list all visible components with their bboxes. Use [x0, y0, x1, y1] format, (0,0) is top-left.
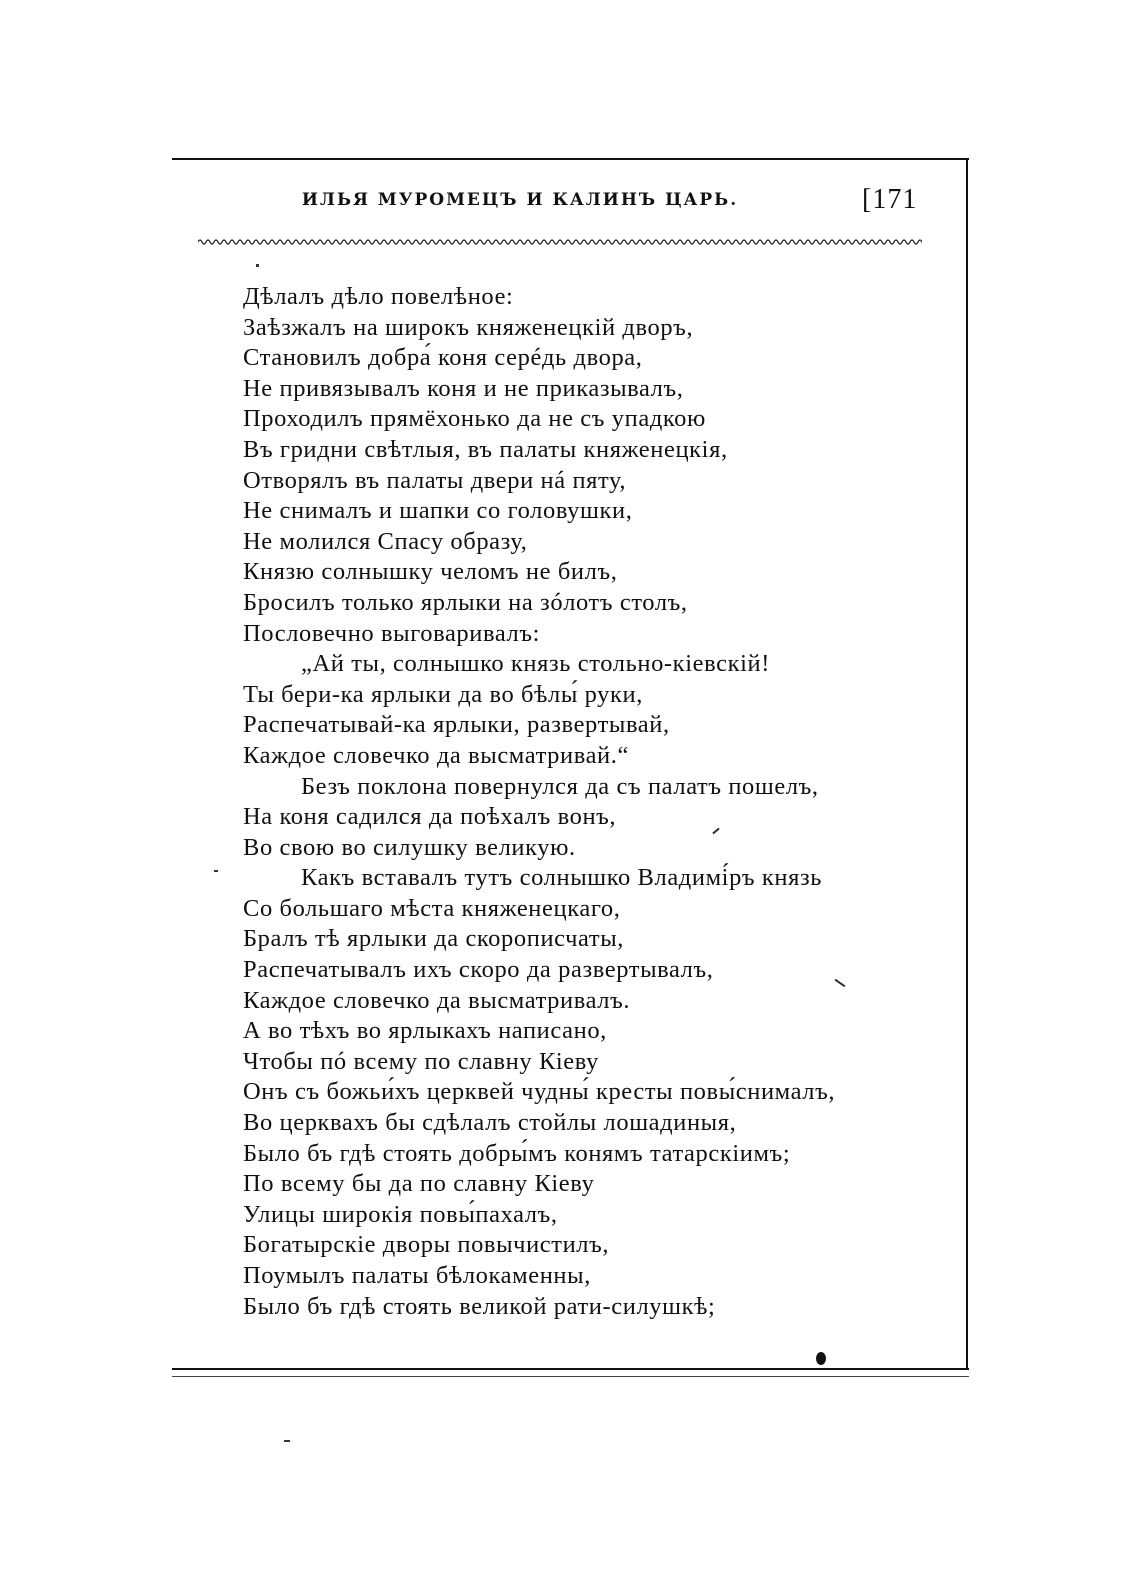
verse-line: Было бъ гдѣ стоять добры́мъ конямъ татарскіимъ;	[243, 1139, 791, 1167]
verse-line: Поумылъ палаты бѣлокаменны,	[243, 1262, 591, 1289]
verse-line: Во церквахъ бы сдѣлалъ стойлы лошадиныя,	[243, 1109, 737, 1137]
verse-line: По всему бы да по славну Кіеву	[243, 1170, 595, 1198]
ink-dot	[816, 1352, 826, 1365]
page-frame-bottom-thin-rule	[172, 1376, 969, 1377]
verse-line: Не молился Спасу образу,	[243, 527, 528, 555]
verse-line: Бросилъ только ярлыки на зóлотъ столъ,	[243, 588, 688, 616]
verse-line: Не привязывалъ коня и не приказывалъ,	[243, 374, 684, 402]
verse-line: Ты бери-ка ярлыки да во бѣлы́ руки,	[243, 680, 643, 708]
verse-line: Со большаго мѣста княженецкаго,	[243, 894, 621, 922]
verse-line: Князю солнышку челомъ не билъ,	[243, 558, 618, 586]
verse-line: Пословечно выговаривалъ:	[243, 619, 541, 647]
verse-line: А во тѣхъ во ярлыкахъ написано,	[243, 1017, 607, 1045]
stray-mark	[214, 870, 218, 872]
verse-line: „Ай ты, солнышко князь стольно-кіевскій!	[301, 650, 770, 678]
verse-line: Въ гридни свѣтлыя, въ палаты княженецкія,	[243, 435, 728, 463]
verse-line: Каждое словечко да высматривай.“	[243, 741, 629, 769]
verse-line: Во свою во силушку великую.	[243, 833, 576, 861]
verse-line: Каждое словечко да высматривалъ.	[243, 986, 631, 1014]
verse-line: Чтобы пó всему по славну Кіеву	[243, 1047, 599, 1075]
verse-line: Распечатывалъ ихъ скоро да развертывалъ,	[243, 956, 714, 984]
wavy-rule-ornament	[198, 236, 922, 248]
verse-line: Улицы широкія повы́пахалъ,	[243, 1200, 558, 1228]
verse-line: На коня садился да поѣхалъ вонъ,	[243, 803, 617, 831]
verse-line: Богатырскіе дворы повычистилъ,	[243, 1231, 610, 1259]
verse-line: Онъ съ божьи́хъ церквей чудны́ кресты повы́снималъ,	[243, 1078, 836, 1106]
verse-line: Дѣлалъ дѣло повелѣное:	[243, 283, 514, 310]
verse-line: Заѣзжалъ на широкъ княженецкій дворъ,	[243, 313, 694, 341]
running-head: ИЛЬЯ МУРОМЕЦЪ И КАЛИНЪ ЦАРЬ.	[301, 190, 739, 210]
stray-mark	[284, 1440, 290, 1442]
verse-line: Проходилъ прямёхонько да не съ упадкою	[243, 405, 706, 433]
verse-line: Становилъ добра́ коня серéдь двора,	[243, 344, 643, 372]
page-frame-bottom-rule	[172, 1368, 969, 1370]
verse-line: Безъ поклона повернулся да съ палатъ пошелъ,	[301, 772, 819, 800]
verse-line: Распечатывай-ка ярлыки, развертывай,	[243, 711, 670, 739]
verse-text	[243, 282, 943, 1322]
page-frame-top-rule	[172, 158, 969, 160]
page-frame-right-rule	[966, 158, 968, 1368]
verse-line: Было бъ гдѣ стоять великой рати-силушкѣ;	[243, 1292, 716, 1320]
verse-line: Не снималъ и шапки со головушки,	[243, 497, 633, 525]
verse-line: Отворялъ въ палаты двери нá пяту,	[243, 466, 627, 494]
page-number: [171	[862, 184, 918, 215]
stray-mark	[256, 264, 259, 267]
verse-line: Какъ вставалъ тутъ солнышко Владимі́ръ князь	[301, 864, 823, 892]
verse-line: Бралъ тѣ ярлыки да скорописчаты,	[243, 925, 624, 953]
